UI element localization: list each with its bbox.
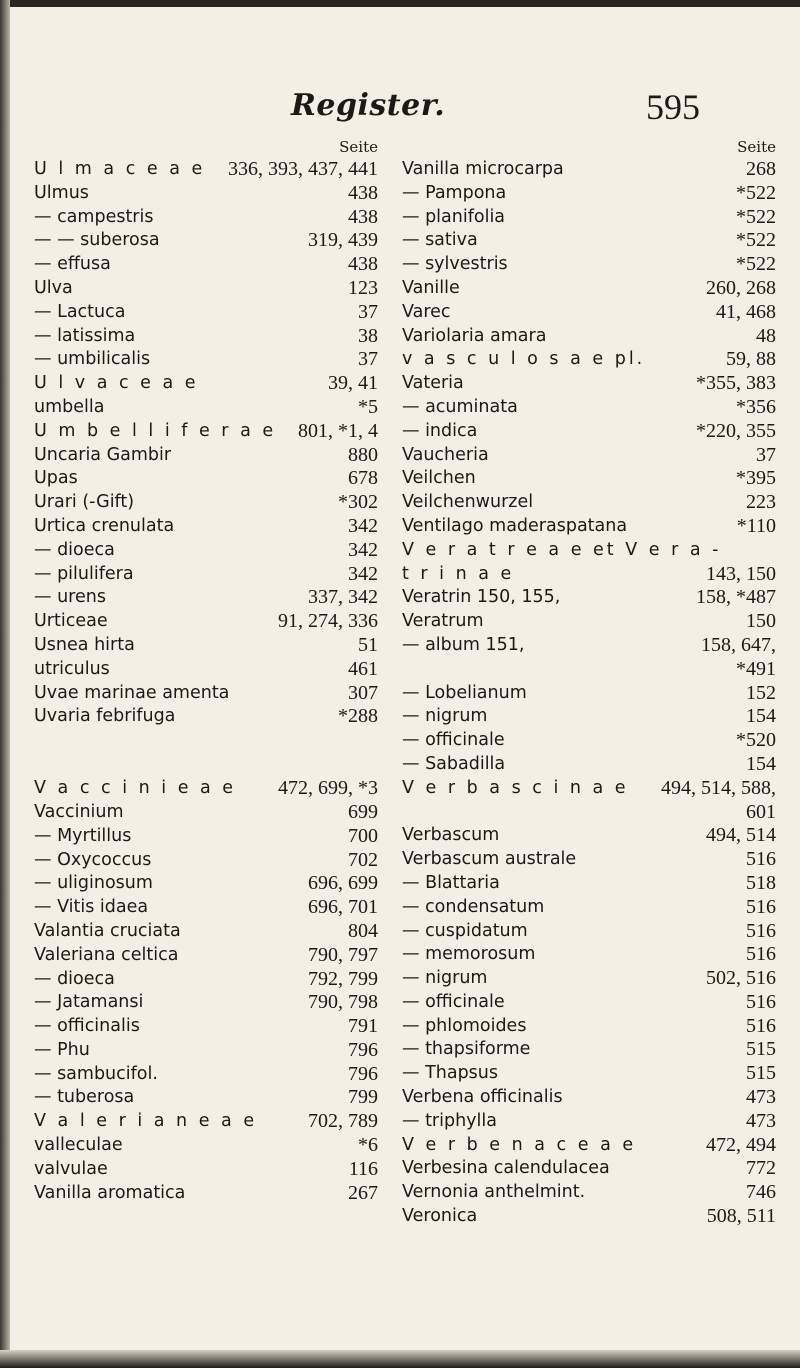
entry-term: — sambucifol. [34, 1063, 158, 1084]
entry-pages: 494, 514 [706, 824, 776, 847]
entry-pages: 342 [348, 514, 378, 537]
entry-term: — Lobelianum [402, 682, 527, 703]
index-entry [34, 420, 378, 444]
entry-term: V a l e r i a n e a e [34, 1111, 258, 1132]
entry-term: — sylvestris [402, 254, 508, 275]
entry-pages: 267 [348, 1181, 378, 1204]
index-entry [34, 1063, 378, 1087]
index-entry [402, 967, 776, 991]
index-entry [34, 325, 378, 349]
entry-pages: 158, 647, [701, 633, 776, 656]
entry-pages: *356 [736, 395, 776, 418]
entry-term: Veilchen [402, 468, 476, 489]
entry-pages: 260, 268 [706, 276, 776, 299]
entry-pages: *522 [736, 181, 776, 204]
index-entry [402, 777, 776, 801]
entry-term: — uliginosum [34, 873, 153, 894]
page-number: 595 [646, 87, 700, 127]
entry-pages: *5 [358, 395, 378, 418]
section-gap [34, 729, 378, 777]
entry-pages: *288 [338, 705, 378, 728]
column-heading: Seite [737, 138, 776, 156]
index-entry [34, 968, 378, 992]
entry-term: — thapsiforme [402, 1039, 531, 1060]
entry-pages: 790, 798 [308, 991, 378, 1014]
entry-pages: 515 [746, 1038, 776, 1061]
index-entry [402, 1157, 776, 1181]
entry-term: Vaccinium [34, 801, 124, 822]
index-column-left [34, 138, 378, 1205]
entry-pages: 342 [348, 538, 378, 561]
entry-pages: 516 [746, 919, 776, 942]
entry-pages: 696, 699 [308, 872, 378, 895]
entry-term: Veronica [402, 1206, 478, 1227]
entry-term: Valeriana celtica [34, 944, 179, 965]
index-column-right [402, 138, 776, 1229]
index-entry [402, 753, 776, 777]
entry-term: — album 151, [402, 634, 525, 655]
entry-term: — officinale [402, 730, 505, 751]
entry-term: v a s c u l o s a e pl. [402, 349, 646, 370]
index-entry [34, 777, 378, 801]
entry-pages: 801, *1, 4 [298, 419, 378, 442]
index-entry [402, 1181, 776, 1205]
index-entry [402, 348, 776, 372]
index-entry [402, 848, 776, 872]
entry-pages: 39, 41 [328, 372, 378, 395]
entry-term: Urticeae [34, 611, 108, 632]
entry-pages: 473 [746, 1086, 776, 1109]
index-entry [402, 896, 776, 920]
index-entry [402, 920, 776, 944]
entry-list [402, 158, 776, 1229]
entry-term: Verbascum [402, 825, 500, 846]
index-entry [34, 348, 378, 372]
entry-term: Ulmus [34, 182, 89, 203]
index-entry [34, 586, 378, 610]
entry-term: V e r b e n a c e a e [402, 1134, 637, 1155]
entry-pages: *110 [736, 514, 776, 537]
entry-pages: 37 [756, 443, 776, 466]
index-entry [402, 396, 776, 420]
entry-term: — urens [34, 587, 106, 608]
index-entry [34, 944, 378, 968]
index-entry [34, 634, 378, 658]
entry-pages: 154 [746, 705, 776, 728]
entry-term: — Pampona [402, 182, 507, 203]
index-entry [402, 467, 776, 491]
entry-pages: 702, 789 [308, 1110, 378, 1133]
index-entry [402, 610, 776, 634]
entry-term: Ventilago maderaspatana [402, 515, 628, 536]
index-entry [34, 467, 378, 491]
entry-term: — cuspidatum [402, 920, 528, 941]
index-entry [402, 491, 776, 515]
entry-pages: 880 [348, 443, 378, 466]
index-entry [34, 396, 378, 420]
entry-term: — officinale [402, 991, 505, 1012]
column-heading: Seite [339, 138, 378, 156]
entry-pages: 702 [348, 848, 378, 871]
index-entry [34, 896, 378, 920]
index-entry [34, 1134, 378, 1158]
entry-pages: 438 [348, 205, 378, 228]
index-entry [402, 1086, 776, 1110]
entry-term: — phlomoides [402, 1015, 527, 1036]
entry-term: — planifolia [402, 206, 506, 227]
entry-term: — Blattaria [402, 872, 500, 893]
entry-term: Vanilla aromatica [34, 1182, 186, 1203]
index-entry [34, 372, 378, 396]
entry-term: — effusa [34, 254, 111, 275]
index-entry [402, 539, 776, 563]
index-entry [34, 301, 378, 325]
index-entry [402, 1038, 776, 1062]
entry-pages: 678 [348, 467, 378, 490]
index-entry [402, 158, 776, 182]
entry-term: — triphylla [402, 1110, 497, 1131]
entry-term: Uvae marinae amenta [34, 682, 230, 703]
index-entry [402, 444, 776, 468]
entry-pages: *302 [338, 491, 378, 514]
entry-pages: *355, 383 [696, 372, 776, 395]
entry-term: U m b e l l i f e r a e [34, 420, 277, 441]
entry-pages: 116 [348, 1157, 378, 1180]
entry-term: Vateria [402, 373, 464, 394]
entry-pages: 746 [746, 1181, 776, 1204]
entry-term: — latissima [34, 325, 136, 346]
entry-term: — campestris [34, 206, 154, 227]
entry-pages: 494, 514, 588, [661, 776, 776, 799]
entry-pages: 518 [746, 871, 776, 894]
entry-term: V e r b a s c i n a e [402, 777, 629, 798]
index-entry [34, 991, 378, 1015]
page-top-edge [0, 0, 800, 7]
entry-list [34, 158, 378, 1205]
entry-term: umbella [34, 396, 105, 417]
entry-pages: 601 [746, 800, 776, 823]
entry-term: Verbena officinalis [402, 1087, 563, 1108]
entry-pages: 152 [746, 681, 776, 704]
entry-pages: *520 [736, 729, 776, 752]
entry-term: — Thapsus [402, 1063, 499, 1084]
entry-term: Uncaria Gambir [34, 444, 172, 465]
index-entry [34, 801, 378, 825]
entry-term: U l v a c e a e [34, 373, 199, 394]
entry-pages: 37 [358, 348, 378, 371]
entry-pages: *491 [736, 657, 776, 680]
entry-pages: 804 [348, 919, 378, 942]
page-left-edge [0, 0, 10, 1368]
entry-term: Uvaria febrifuga [34, 706, 176, 727]
index-entry [402, 277, 776, 301]
index-entry [34, 705, 378, 729]
entry-pages: 37 [358, 300, 378, 323]
entry-pages: 223 [746, 491, 776, 514]
entry-pages: 438 [348, 253, 378, 276]
entry-pages: 515 [746, 1062, 776, 1085]
index-entry [402, 325, 776, 349]
entry-pages: *220, 355 [696, 419, 776, 442]
index-entry [402, 1062, 776, 1086]
entry-term: — dioeca [34, 968, 115, 989]
entry-pages: 319, 439 [308, 229, 378, 252]
index-entry [34, 610, 378, 634]
entry-term: Varec [402, 301, 451, 322]
entry-term: Urtica crenulata [34, 515, 175, 536]
entry-term: t r i n a e [402, 563, 515, 584]
index-entry [34, 1039, 378, 1063]
index-entry [402, 182, 776, 206]
entry-pages: 154 [746, 752, 776, 775]
entry-term: Veratrum [402, 611, 484, 632]
entry-pages: 150 [746, 610, 776, 633]
entry-pages: 699 [348, 800, 378, 823]
index-entry [402, 872, 776, 896]
entry-term: Veratrin 150, 155, [402, 587, 561, 608]
entry-term: — tuberosa [34, 1087, 135, 1108]
entry-term: Veilchenwurzel [402, 492, 534, 513]
index-entry [34, 563, 378, 587]
index-entry [402, 515, 776, 539]
index-entry [34, 1110, 378, 1134]
entry-pages: 268 [746, 158, 776, 180]
entry-term: — nigrum [402, 706, 488, 727]
index-entry [402, 420, 776, 444]
entry-term: V e r a t r e a e et V e r a - [402, 539, 722, 560]
entry-term: — Myrtillus [34, 825, 132, 846]
entry-term: — acuminata [402, 396, 518, 417]
entry-pages: 502, 516 [706, 967, 776, 990]
index-entry [34, 444, 378, 468]
entry-term: Upas [34, 468, 78, 489]
entry-pages: 41, 468 [716, 300, 776, 323]
entry-pages: 337, 342 [308, 586, 378, 609]
entry-pages: *395 [736, 467, 776, 490]
index-entry [402, 801, 776, 825]
entry-pages: *522 [736, 205, 776, 228]
index-entry [34, 1158, 378, 1182]
entry-pages: 472, 494 [706, 1133, 776, 1156]
entry-pages: 38 [358, 324, 378, 347]
entry-term: — Sabadilla [402, 753, 506, 774]
entry-pages: *522 [736, 229, 776, 252]
entry-pages: *522 [736, 253, 776, 276]
entry-term: valleculae [34, 1135, 123, 1156]
entry-term: — nigrum [402, 968, 488, 989]
entry-pages: 516 [746, 990, 776, 1013]
index-entry [402, 824, 776, 848]
index-entry [402, 563, 776, 587]
entry-pages: 791 [348, 1015, 378, 1038]
index-entry [402, 229, 776, 253]
entry-pages: 796 [348, 1038, 378, 1061]
entry-term: U l m a c e a e [34, 159, 206, 179]
entry-term: Usnea hirta [34, 634, 135, 655]
index-entry [402, 729, 776, 753]
entry-pages: 796 [348, 1062, 378, 1085]
entry-pages: 516 [746, 1014, 776, 1037]
entry-term: — indica [402, 420, 478, 441]
page-bottom-edge [0, 1350, 800, 1368]
index-entry [402, 658, 776, 682]
index-entry [402, 991, 776, 1015]
entry-pages: 792, 799 [308, 967, 378, 990]
index-entry [34, 825, 378, 849]
entry-pages: 790, 797 [308, 943, 378, 966]
entry-pages: 51 [358, 633, 378, 656]
entry-term: — Oxycoccus [34, 849, 152, 870]
entry-pages: 59, 88 [726, 348, 776, 371]
entry-pages: 438 [348, 181, 378, 204]
running-head-title: Register. [291, 88, 446, 123]
entry-pages: *6 [358, 1134, 378, 1157]
entry-pages: 696, 701 [308, 896, 378, 919]
entry-pages: 508, 511 [706, 1205, 776, 1228]
index-entry [34, 182, 378, 206]
index-entry [402, 943, 776, 967]
index-entry [402, 301, 776, 325]
entry-pages: 473 [746, 1109, 776, 1132]
index-entry [402, 1205, 776, 1229]
entry-term: Valantia cruciata [34, 920, 181, 941]
index-entry [34, 849, 378, 873]
entry-pages: 48 [756, 324, 776, 347]
entry-pages: 799 [348, 1086, 378, 1109]
entry-pages: 516 [746, 895, 776, 918]
index-entry [34, 253, 378, 277]
entry-term: — memorosum [402, 944, 536, 965]
index-entry [402, 586, 776, 610]
index-entry [34, 658, 378, 682]
entry-term: Vanilla microcarpa [402, 159, 564, 179]
entry-term: — Jatamansi [34, 992, 144, 1013]
entry-pages: 516 [746, 848, 776, 871]
entry-pages: 143, 150 [706, 562, 776, 585]
index-entry [34, 682, 378, 706]
entry-pages: 461 [348, 657, 378, 680]
entry-term: Verbesina calendulacea [402, 1158, 610, 1179]
entry-term: — officinalis [34, 1016, 140, 1037]
entry-pages: 91, 274, 336 [278, 610, 378, 633]
index-entry [402, 1015, 776, 1039]
entry-pages: 307 [348, 681, 378, 704]
entry-term: Urari (-Gift) [34, 492, 135, 513]
index-entry [34, 277, 378, 301]
index-entry [34, 1182, 378, 1206]
index-entry [402, 206, 776, 230]
entry-term: — Vitis idaea [34, 897, 149, 918]
entry-pages: 772 [746, 1157, 776, 1180]
index-entry [34, 1015, 378, 1039]
index-entry [34, 229, 378, 253]
index-entry [402, 253, 776, 277]
index-entry [402, 682, 776, 706]
entry-term: utriculus [34, 658, 110, 679]
entry-term: valvulae [34, 1158, 108, 1179]
entry-term: V a c c i n i e a e [34, 778, 237, 799]
index-entry [34, 872, 378, 896]
entry-term: — Phu [34, 1039, 90, 1060]
entry-pages: 516 [746, 943, 776, 966]
entry-pages: 158, *487 [696, 586, 776, 609]
entry-pages: 123 [348, 276, 378, 299]
entry-term: — Lactuca [34, 301, 126, 322]
entry-term: Vanille [402, 277, 460, 298]
entry-term: — — suberosa [34, 230, 160, 251]
index-entry [34, 491, 378, 515]
entry-term: — pilulifera [34, 563, 134, 584]
entry-term: Ulva [34, 277, 73, 298]
index-entry [402, 1110, 776, 1134]
index-entry [34, 206, 378, 230]
entry-term: — sativa [402, 230, 478, 251]
index-entry [34, 920, 378, 944]
entry-term: — umbilicalis [34, 349, 151, 370]
index-entry [402, 634, 776, 658]
entry-pages: 472, 699, *3 [278, 777, 378, 800]
entry-term: Vernonia anthelmint. [402, 1182, 586, 1203]
index-entry [34, 1086, 378, 1110]
entry-term: — dioeca [34, 539, 115, 560]
entry-pages: 700 [348, 824, 378, 847]
entry-term: Vaucheria [402, 444, 489, 465]
index-entry [34, 158, 378, 182]
index-entry [402, 1134, 776, 1158]
entry-term: Variolaria amara [402, 325, 547, 346]
entry-pages: 342 [348, 562, 378, 585]
index-entry [402, 372, 776, 396]
entry-term: Verbascum australe [402, 849, 577, 870]
index-entry [34, 515, 378, 539]
entry-term: — condensatum [402, 896, 545, 917]
entry-pages: 336, 393, 437, 441 [228, 158, 378, 180]
index-entry [402, 705, 776, 729]
index-entry [34, 539, 378, 563]
